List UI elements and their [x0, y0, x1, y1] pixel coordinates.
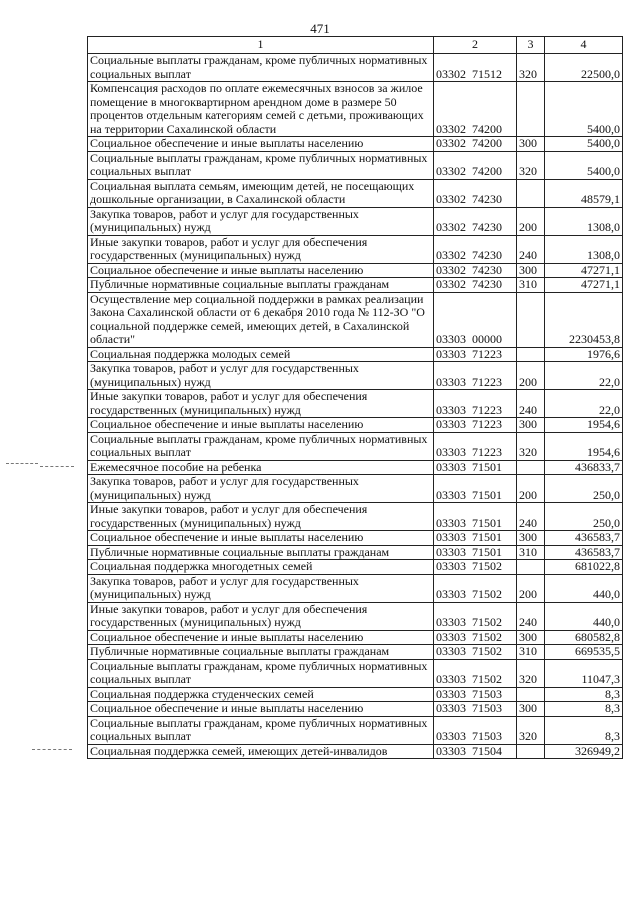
row-name: Социальное обеспечение и иные выплаты населению — [88, 702, 434, 717]
row-amount: 1308,0 — [545, 207, 623, 235]
row-type — [517, 82, 545, 137]
row-type: 240 — [517, 602, 545, 630]
row-code: 03303 71501 — [434, 475, 517, 503]
row-type: 300 — [517, 418, 545, 433]
row-type — [517, 292, 545, 347]
table-body — [88, 54, 623, 759]
row-type: 320 — [517, 659, 545, 687]
row-name: Социальные выплаты гражданам, кроме публичных нормативных социальных выплат — [88, 716, 434, 744]
table-row — [88, 179, 623, 207]
row-code: 03303 71503 — [434, 702, 517, 717]
row-type — [517, 347, 545, 362]
row-amount: 5400,0 — [545, 137, 623, 152]
table-row — [88, 475, 623, 503]
table-row — [88, 460, 623, 475]
row-name: Иные закупки товаров, работ и услуг для обеспечения государственных (муниципальных) нужд — [88, 503, 434, 531]
row-type: 300 — [517, 630, 545, 645]
row-name: Социальная поддержка многодетных семей — [88, 560, 434, 575]
row-amount: 1954,6 — [545, 432, 623, 460]
row-name: Иные закупки товаров, работ и услуг для обеспечения государственных (муниципальных) нужд — [88, 235, 434, 263]
row-code: 03303 71502 — [434, 659, 517, 687]
row-name: Социальное обеспечение и иные выплаты населению — [88, 137, 434, 152]
row-code: 03303 71501 — [434, 460, 517, 475]
table-row — [88, 235, 623, 263]
table-row — [88, 263, 623, 278]
row-code: 03303 71502 — [434, 602, 517, 630]
row-code: 03302 74230 — [434, 263, 517, 278]
table-row — [88, 659, 623, 687]
margin-scan-mark — [6, 463, 38, 464]
row-amount: 436833,7 — [545, 460, 623, 475]
row-name: Закупка товаров, работ и услуг для государственных (муниципальных) нужд — [88, 475, 434, 503]
row-name: Ежемесячное пособие на ребенка — [88, 460, 434, 475]
row-amount: 440,0 — [545, 574, 623, 602]
row-name: Социальное обеспечение и иные выплаты населению — [88, 531, 434, 546]
row-name: Публичные нормативные социальные выплаты гражданам — [88, 278, 434, 293]
table-row — [88, 560, 623, 575]
row-code: 03303 71502 — [434, 560, 517, 575]
row-amount: 250,0 — [545, 475, 623, 503]
row-name: Публичные нормативные социальные выплаты гражданам — [88, 645, 434, 660]
row-amount: 48579,1 — [545, 179, 623, 207]
row-type — [517, 560, 545, 575]
row-amount: 250,0 — [545, 503, 623, 531]
row-code: 03303 71504 — [434, 744, 517, 759]
row-code: 03303 71503 — [434, 716, 517, 744]
table-row — [88, 54, 623, 82]
row-type: 300 — [517, 531, 545, 546]
row-type: 320 — [517, 151, 545, 179]
row-name: Социальная поддержка семей, имеющих детей-инвалидов — [88, 744, 434, 759]
row-amount: 1954,6 — [545, 418, 623, 433]
row-type: 310 — [517, 645, 545, 660]
row-code: 03302 74230 — [434, 278, 517, 293]
row-name: Социальное обеспечение и иные выплаты населению — [88, 418, 434, 433]
row-amount: 680582,8 — [545, 630, 623, 645]
table-row — [88, 82, 623, 137]
row-name: Социальные выплаты гражданам, кроме публичных нормативных социальных выплат — [88, 54, 434, 82]
row-code: 03303 71223 — [434, 418, 517, 433]
table-row — [88, 645, 623, 660]
row-type: 300 — [517, 702, 545, 717]
row-name: Компенсация расходов по оплате ежемесячных взносов за жилое помещение в многоквартирном арендном доме в размере 50 процентов отдельным категориям семей с детьми, проживающих на территории Сахалинской области — [88, 82, 434, 137]
table-row — [88, 137, 623, 152]
table-row — [88, 531, 623, 546]
table-row — [88, 151, 623, 179]
row-code: 03303 71502 — [434, 630, 517, 645]
row-name: Социальная выплата семьям, имеющим детей, не посещающих дошкольные организации, в Сахалинской области — [88, 179, 434, 207]
row-amount: 436583,7 — [545, 531, 623, 546]
row-code: 03303 71502 — [434, 645, 517, 660]
row-code: 03303 71223 — [434, 362, 517, 390]
table-row — [88, 503, 623, 531]
row-type: 310 — [517, 278, 545, 293]
row-name: Иные закупки товаров, работ и услуг для обеспечения государственных (муниципальных) нужд — [88, 602, 434, 630]
table-row — [88, 432, 623, 460]
row-name: Социальное обеспечение и иные выплаты населению — [88, 630, 434, 645]
row-code: 03303 71502 — [434, 574, 517, 602]
row-type: 320 — [517, 716, 545, 744]
row-amount: 22,0 — [545, 362, 623, 390]
margin-scan-mark — [40, 466, 74, 467]
column-header: 2 — [434, 37, 517, 54]
row-code: 03303 71223 — [434, 390, 517, 418]
row-code: 03302 74230 — [434, 207, 517, 235]
table-header-row — [88, 37, 623, 54]
row-type — [517, 687, 545, 702]
row-name: Осуществление мер социальной поддержки в рамках реализации Закона Сахалинской области от 6 декабря 2010 года № 112-ЗО "О социальной поддержке семей, имеющих детей, в Сахалинской области" — [88, 292, 434, 347]
row-name: Социальная поддержка студенческих семей — [88, 687, 434, 702]
margin-scan-mark — [32, 749, 72, 750]
row-code: 03303 71501 — [434, 545, 517, 560]
row-amount: 2230453,8 — [545, 292, 623, 347]
row-amount: 8,3 — [545, 687, 623, 702]
row-name: Закупка товаров, работ и услуг для государственных (муниципальных) нужд — [88, 362, 434, 390]
row-amount: 681022,8 — [545, 560, 623, 575]
row-amount: 1308,0 — [545, 235, 623, 263]
budget-table — [87, 36, 623, 759]
row-amount: 22,0 — [545, 390, 623, 418]
table-row — [88, 418, 623, 433]
table-row — [88, 207, 623, 235]
table-row — [88, 630, 623, 645]
row-code: 03303 71503 — [434, 687, 517, 702]
row-name: Социальное обеспечение и иные выплаты населению — [88, 263, 434, 278]
row-code: 03303 71501 — [434, 531, 517, 546]
row-amount: 1976,6 — [545, 347, 623, 362]
row-type — [517, 744, 545, 759]
row-amount: 5400,0 — [545, 82, 623, 137]
row-amount: 669535,5 — [545, 645, 623, 660]
table-row — [88, 362, 623, 390]
row-code: 03302 71512 — [434, 54, 517, 82]
row-code: 03302 74230 — [434, 235, 517, 263]
row-code: 03303 71223 — [434, 347, 517, 362]
column-header: 4 — [545, 37, 623, 54]
row-type: 240 — [517, 235, 545, 263]
row-amount: 326949,2 — [545, 744, 623, 759]
row-type: 240 — [517, 503, 545, 531]
row-amount: 8,3 — [545, 716, 623, 744]
row-amount: 8,3 — [545, 702, 623, 717]
row-amount: 47271,1 — [545, 278, 623, 293]
row-type: 240 — [517, 390, 545, 418]
table-row — [88, 687, 623, 702]
row-code: 03302 74200 — [434, 137, 517, 152]
row-name: Закупка товаров, работ и услуг для государственных (муниципальных) нужд — [88, 207, 434, 235]
row-name: Иные закупки товаров, работ и услуг для обеспечения государственных (муниципальных) нужд — [88, 390, 434, 418]
row-name: Социальные выплаты гражданам, кроме публичных нормативных социальных выплат — [88, 659, 434, 687]
table-row — [88, 602, 623, 630]
column-header: 1 — [88, 37, 434, 54]
table-row — [88, 702, 623, 717]
row-name: Социальные выплаты гражданам, кроме публичных нормативных социальных выплат — [88, 151, 434, 179]
column-header: 3 — [517, 37, 545, 54]
table-row — [88, 390, 623, 418]
row-code: 03303 00000 — [434, 292, 517, 347]
row-code: 03302 74200 — [434, 82, 517, 137]
row-amount: 22500,0 — [545, 54, 623, 82]
row-type: 200 — [517, 475, 545, 503]
row-type: 320 — [517, 54, 545, 82]
row-code: 03302 74230 — [434, 179, 517, 207]
row-amount: 47271,1 — [545, 263, 623, 278]
row-type — [517, 460, 545, 475]
table-row — [88, 744, 623, 759]
table-row — [88, 347, 623, 362]
row-amount: 440,0 — [545, 602, 623, 630]
row-amount: 11047,3 — [545, 659, 623, 687]
table-row — [88, 716, 623, 744]
row-type: 300 — [517, 137, 545, 152]
table-row — [88, 545, 623, 560]
row-type — [517, 179, 545, 207]
row-code: 03303 71501 — [434, 503, 517, 531]
table-row — [88, 292, 623, 347]
row-name: Закупка товаров, работ и услуг для государственных (муниципальных) нужд — [88, 574, 434, 602]
row-type: 310 — [517, 545, 545, 560]
row-amount: 5400,0 — [545, 151, 623, 179]
row-amount: 436583,7 — [545, 545, 623, 560]
page-number: 471 — [310, 21, 330, 36]
row-name: Публичные нормативные социальные выплаты гражданам — [88, 545, 434, 560]
row-name: Социальные выплаты гражданам, кроме публичных нормативных социальных выплат — [88, 432, 434, 460]
table-row — [88, 278, 623, 293]
table-row — [88, 574, 623, 602]
row-type: 200 — [517, 574, 545, 602]
row-type: 200 — [517, 207, 545, 235]
row-code: 03302 74200 — [434, 151, 517, 179]
row-code: 03303 71223 — [434, 432, 517, 460]
row-type: 200 — [517, 362, 545, 390]
row-name: Социальная поддержка молодых семей — [88, 347, 434, 362]
row-type: 300 — [517, 263, 545, 278]
row-type: 320 — [517, 432, 545, 460]
